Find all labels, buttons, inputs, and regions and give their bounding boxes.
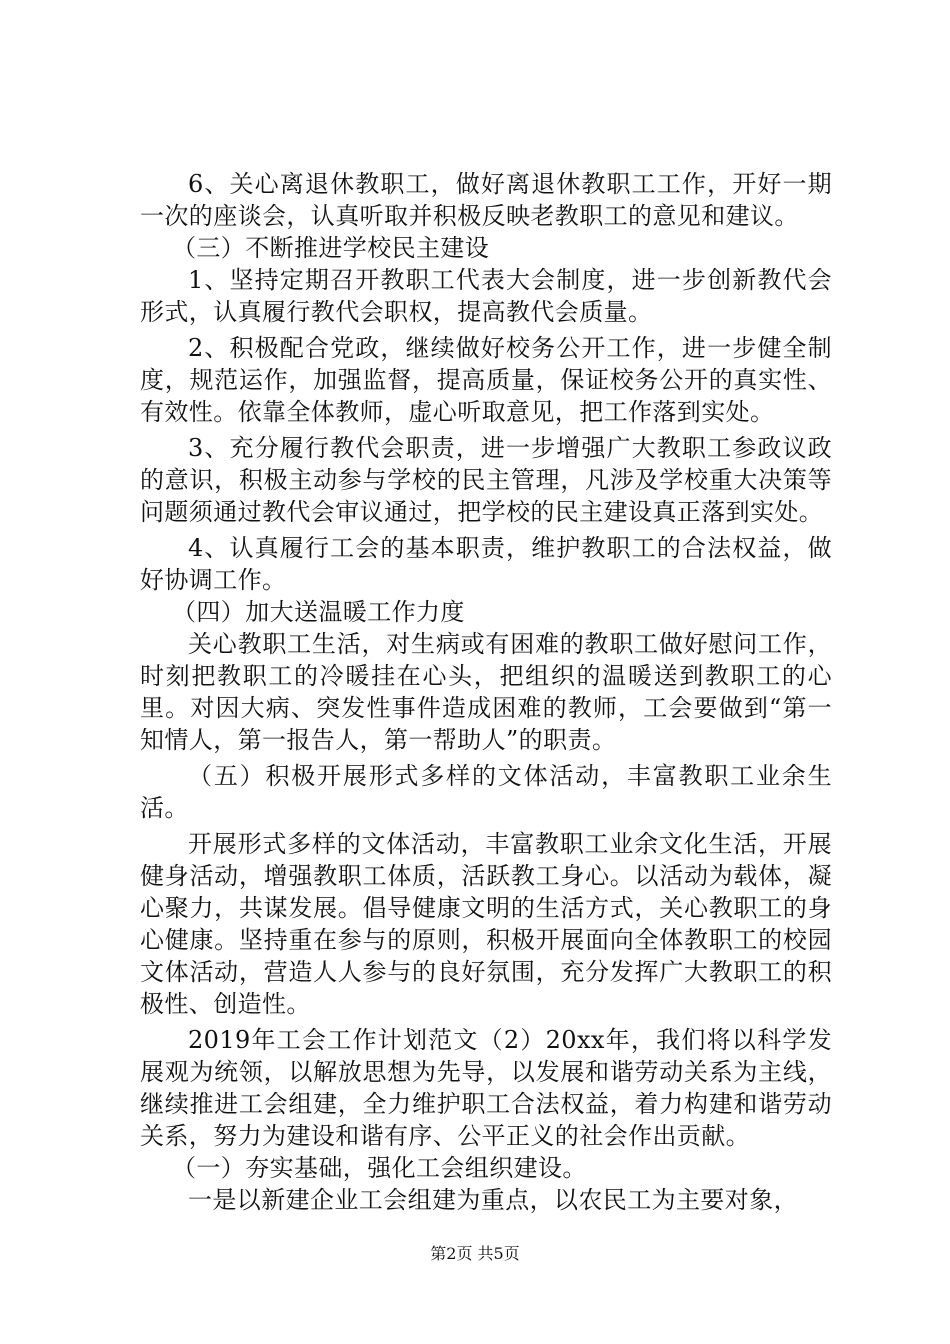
paragraph: 一是以新建企业工会组建为重点，以农民工为主要对象， [188,1186,798,1214]
paragraph: 开展形式多样的文体活动，丰富教职工业余文化生活，开展健身活动，增强教职工体质，活跃教工身心。以活动为载体，凝心聚力，共谋发展。倡导健康文明的生活方式，关心教职工的身心健康。坚持重在参与的原则，积极开展面向全体教职工的校园文体活动，营造人人参与的良好氛围，充分发挥广大教职工的积极性、创造性。 [140,830,832,1018]
paragraph: 2019年工会工作计划范文（2）20xx年，我们将以科学发展观为统领，以解放思想为先导，以发展和谐劳动关系为主线，继续推进工会组建，全力维护职工合法权益，着力构建和谐劳动关系，努力为建设和谐有序、公平正义的社会作出贡献。 [140,1026,832,1150]
paragraph: 2、积极配合党政，继续做好校务公开工作，进一步健全制度，规范运作，加强监督，提高质量，保证校务公开的真实性、有效性。依靠全体教师，虚心听取意见，把工作落到实处。 [140,334,832,426]
paragraph: 6、关心离退休教职工，做好离退休教职工工作，开好一期一次的座谈会，认真听取并积极反映老教职工的意见和建议。 [140,170,832,230]
document-body [140,168,832,1216]
paragraph: 1、坚持定期召开教职工代表大会制度，进一步创新教代会形式，认真履行教代会职权，提高教代会质量。 [140,266,832,326]
paragraph: （五）积极开展形式多样的文体活动，丰富教职工业余生活。 [140,762,832,822]
section-heading: （三）不断推进学校民主建设 [172,234,490,262]
paragraph: 4、认真履行工会的基本职责，维护教职工的合法权益，做好协调工作。 [140,534,832,594]
page-footer: 第2页 共5页 [430,1244,520,1263]
section-heading: （四）加大送温暖工作力度 [172,598,465,626]
paragraph: 3、充分履行教代会职责，进一步增强广大教职工参政议政的意识，积极主动参与学校的民主管理，凡涉及学校重大决策等问题须通过教代会审议通过，把学校的民主建设真正落到实处。 [140,434,832,526]
section-heading: （一）夯实基础，强化工会组织建设。 [172,1154,587,1182]
paragraph: 关心教职工生活，对生病或有困难的教职工做好慰问工作，时刻把教职工的冷暖挂在心头，把组织的温暖送到教职工的心里。对因大病、突发性事件造成困难的教师，工会要做到“第一知情人，第一报告人，第一帮助人”的职责。 [140,630,832,754]
